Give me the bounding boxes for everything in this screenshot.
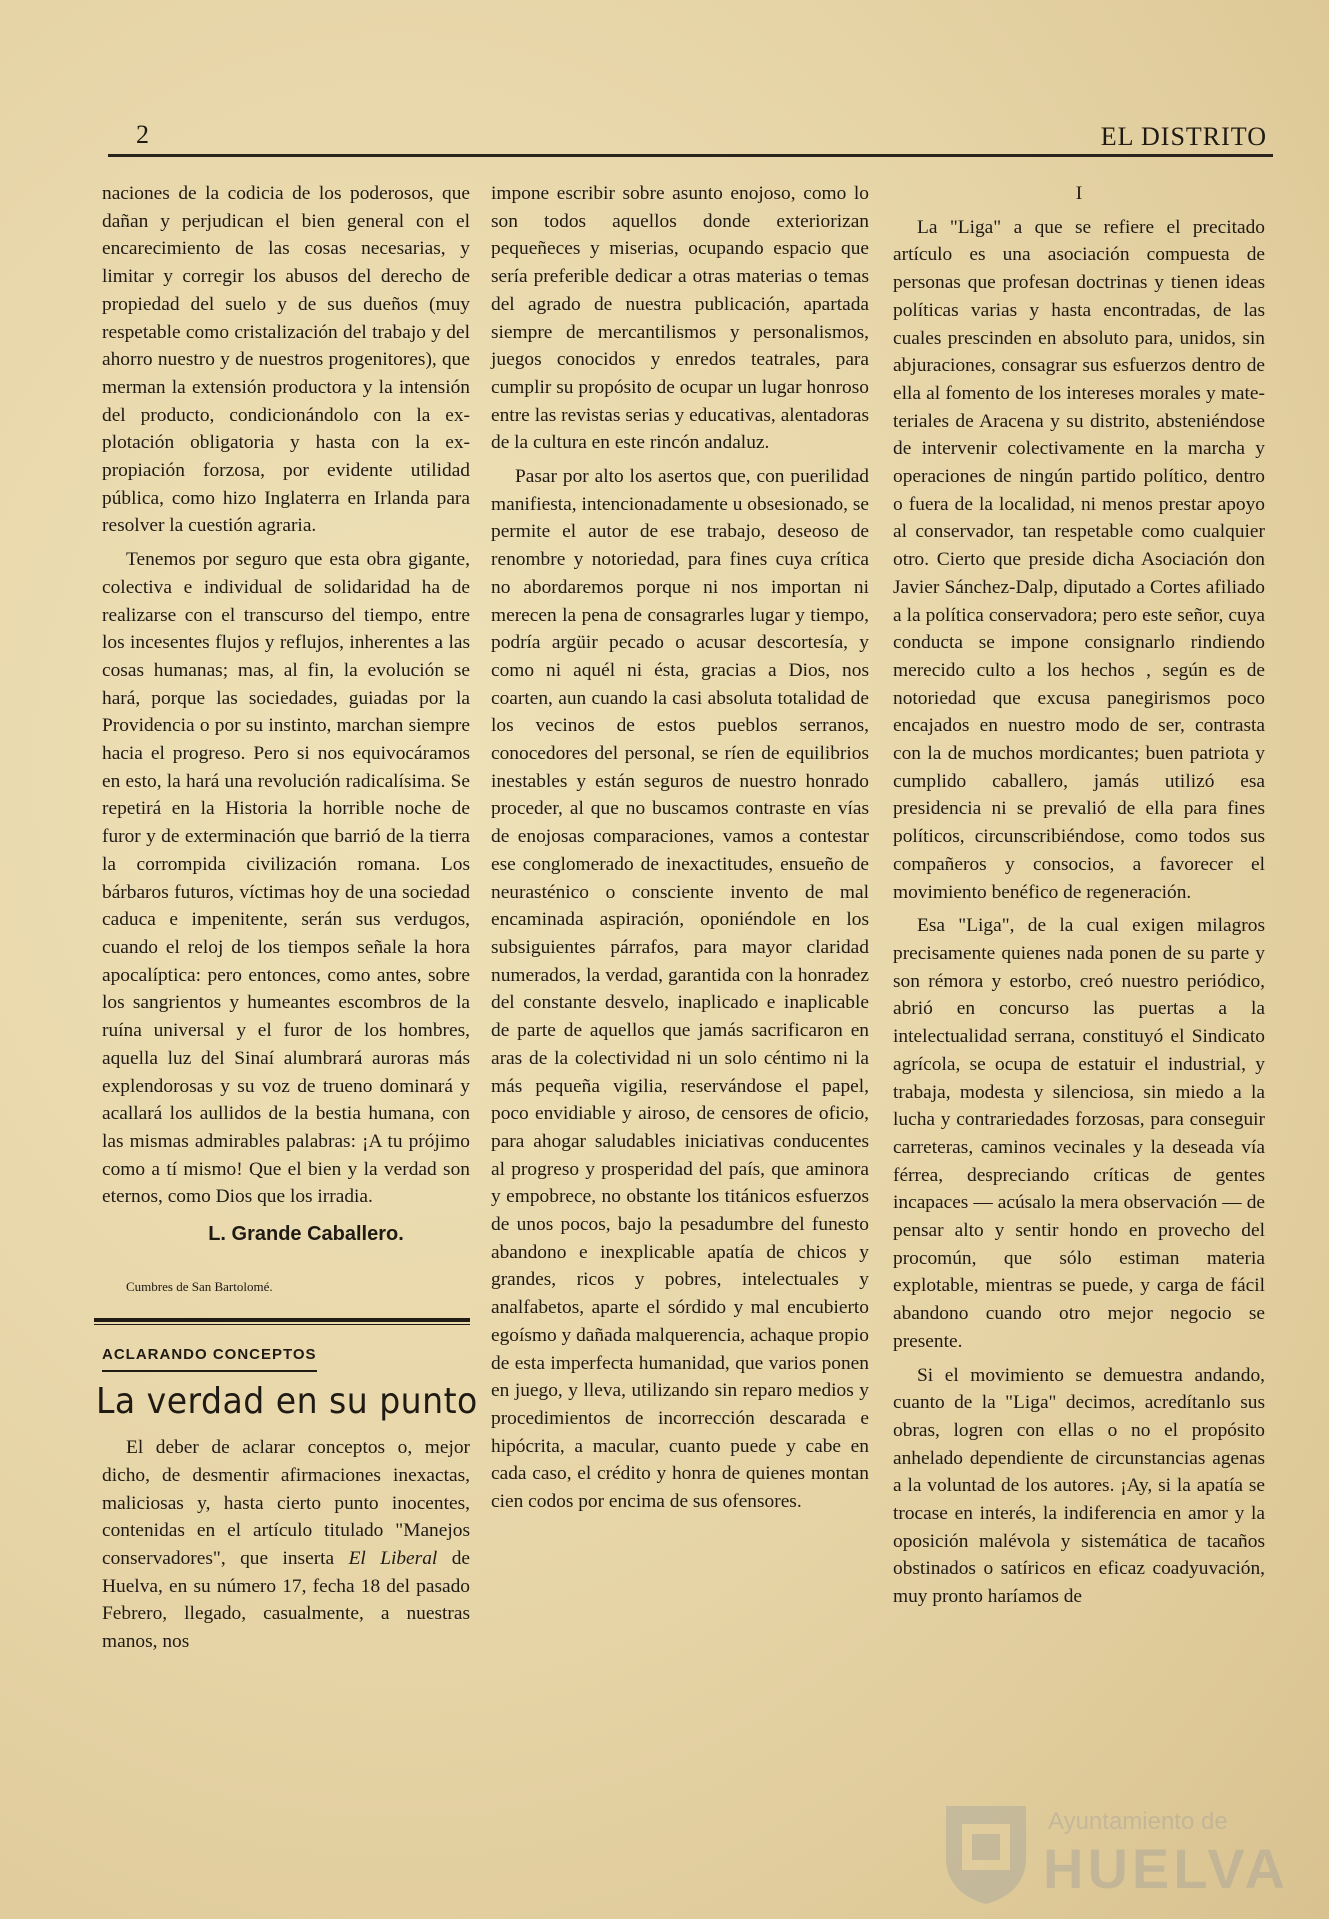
column-1 xyxy=(96,180,478,1656)
shield-icon xyxy=(938,1800,1034,1906)
article-title: La verdad en su punto xyxy=(96,1381,478,1423)
column-3 xyxy=(893,180,1265,1611)
author-place: Cumbres de San Bartolomé. xyxy=(126,1278,273,1294)
archive-watermark xyxy=(908,1800,1288,1910)
page-number: 2 xyxy=(136,120,149,149)
paragraph: naciones de la codicia de los poderosos, que dañan y perjudican el bien general con el encarecimiento de las cosas necesarias, y limitar y corregir los abusos del derecho de propiedad del suelo y de sus dueños (muy respetable como cristalización del trabajo y del ahorro nuestro y de nuestros progenitores), que merman la extensión productora y la intensión del producto, condicionándolo con la explotación obligatoria y hasta con la expropiación forzosa, por evidente utilidad pública, como hizo Inglaterra en Irlanda para resolver la cuestión agraria. xyxy=(102,183,470,537)
paragraph: Pasar por alto los asertos que, con puerilidad manifiesta, intencionadamente u obsesionado, se permite el autor de ese trabajo, deseoso de renombre y notoriedad, para fines cuya crítica no abordaremos porque ni nos importan ni merecen la pena de consagrarles lugar y tiempo, podría argüir pecado o acusar descortesía, y como ni aquél ni ésta, gracias a Dios, nos coarten, aun cuando la casi absoluta totalidad de los vecinos de estos pueblos serranos, conocedores del personal, se ríen de equilibrios inestables y están seguros de nuestro honrado proceder, al que no buscamos contraste en vías de enojosas comparaciones, vamos a contestar ese conglomerado de inexactitudes, ensueño de neurasténico o consciente invento de mal encaminada aspiración, oponiéndole en los subsiguientes párrafos, para mayor claridad numerados, la verdad, garantida con la honradez del constante desvelo, inaplicado e inaplicable de parte de aquellos que jamás sacrificaron en aras de la colectividad ni un solo céntimo ni la más pequeña vigilia, reservándose el papel, poco envidiable y airoso, de censores de oficio, para ahogar saludables iniciativas conducentes al progreso y prosperidad del país, que aminora y empobrece, no obstante los titánicos esfuerzos de unos pocos, bajo la pesadumbre del funesto abandono e inexplicable apatía de chicos y grandes, ricos y pobres, intelectuales y analfabetos, aparte el sórdido y mal encubierto egoísmo y dañada malquerencia, achaque propio de esta imperfecta humanidad, que varios ponen en juego, y lleva, utilizando sin reparo medios y procedimientos de incorrección descarada e hipócrita, a macular, cuanto puede y cabe en cada caso, el crédito y honra de quienes montan cien codos por encima de sus ofensores. xyxy=(491,466,870,1513)
publication-name: El Liberal xyxy=(348,1547,438,1569)
watermark-line-2: HUELVA xyxy=(1043,1837,1289,1900)
section-divider xyxy=(94,1318,470,1325)
masthead: EL DISTRITO xyxy=(1100,122,1267,151)
paragraph: Esa "Liga", de la cual exigen milagros precisamente quienes nada ponen de su parte y son rémora y estorbo, creó nuestro periódico, abrió en concurso las puertas a la intelectualidad serrana, constituyó el Sindicato agrícola, se ocupa de estatuir el industrial, y trabaja, modesta y silenciosa, sin miedo a la lucha y contrariedades forzosas, para conseguir carreteras, caminos vecinales y la deseada vía férrea, despreciando críticas de gentes incapaces — acúsalo la mera observación — de pensar alto y sentir hondo en provecho del procomún, que sólo estiman materia explotable, mientras se puede, y carga de fácil abandono cuando otro mejor negocio se presente. xyxy=(893,915,1265,1352)
author-signature: L. Grande Caballero. xyxy=(208,1223,404,1246)
text-run: de Huelva, en su número 17, fecha 18 del pasado Febrero, llegado, casualmente, a nuestras manos, nos xyxy=(102,1547,470,1653)
section-label: ACLARANDO CONCEPTOS xyxy=(102,1341,317,1372)
header-rule xyxy=(108,154,1273,157)
section-numeral: I xyxy=(1075,183,1083,204)
paragraph xyxy=(102,1434,470,1656)
watermark-line-1: Ayuntamiento de xyxy=(1048,1808,1228,1835)
paragraph: La "Liga" a que se refiere el precitado artículo es una asociación compuesta de personas que profesan doctrinas y tienen ideas políticas varias y hasta encontradas, de las cuales prescinden en absoluto para, unidos, sin abjuraciones, consagrar sus esfuerzos dentro de ella al fomento de los intereses morales y mateteriales de Aracena y su distrito, absteniéndose de intervenir colectivamente en la marcha y operaciones de ningún partido político, dentro o fuera de la localidad, ni menos prestar apoyo al conservador, tan respetable como cualquier otro. Cierto que preside dicha Asociación don Javier Sánchez-Dalp, diputado a Cortes afiliado a la política conservadora; pero este señor, cuya conducta se impone consignarlo rindiendo merecido culto a los hechos , según es de notoriedad que excusa panegirismos poco encajados en nuestro modo de ser, contrasta con la de muchos mordicantes; buen patriota y cumplido caballero, jamás utilizó esa presidencia ni se prevalió de ella para fines políticos, circunscribiéndose, como todos sus compañeros y consocios, a favorecer el movimiento benéfico de regeneración. xyxy=(893,216,1265,903)
paragraph: Si el movimiento se demuestra andando, cuanto de la "Liga" decimos, acredítanlo sus obras, logren con ellas o no el propósito anhelado dependiente de circunstancias agenas a la voluntad de los autores. ¡Ay, si la apatía se trocase en interés, la indiferencia en amor y la oposición malévola y sistemática de tacaños obstinados o satíricos en eficaz coadyuvación, muy pronto haríamos de xyxy=(893,1364,1265,1608)
column-2 xyxy=(491,180,869,1516)
text-run: El deber de aclarar conceptos o, mejor dicho, de desmentir afirmaciones inexactas, maliciosas y, hasta cierto punto inocentes, contenidas en el artículo titulado "Manejos conservadores", que inserta xyxy=(102,1437,470,1569)
paragraph: Tenemos por seguro que esta obra gigante, colectiva e individual de solidaridad ha de realizarse con el transcurso del tiempo, entre los incesentes flujos y reflujos, inherentes a las cosas humanas; mas, al fin, la evolución se hará, porque las sociedades, guiadas por la Providencia o por su instinto, marchan siempre hacia el progreso. Pero si nos equivocáramos en esto, la hará una revolución radicalísima. Se repetirá en la Historia la horrible noche de furor y de exterminación que barrió de la tierra la corrompida civilización romana. Los bárbaros futuros, víctimas hoy de una sociedad caduca e impenitente, serán sus verdugos, cuando el reloj de los tiempos señale la hora apocalíptica: pero entonces, como antes, sobre los sangrientos y humeantes escombros de la ruína universal y el furor de los hombres, aquella luz del Sinaí alumbrará auroras más explendorosas y su voz de trueno dominará y acallará los aullidos de la bestia humana, con las mismas admirables palabras: ¡A tu prójimo como a tí mismo! Que el bien y la verdad son eternos, como Dios que los irradia. xyxy=(102,549,470,1208)
paragraph: impone escribir sobre asunto enojoso, como lo son todos aquellos donde exteriorizan pequeñeces y miserias, ocupando espacio que sería preferible dedicar a otras materias o temas del agrado de nuestra publicación, apartada siempre de mercantilismos y personalismos, juegos conocidos y enredos teatrales, para cumplir su propósito de ocupar un lugar honroso entre las revistas serias y educativas, alentadoras de la cultura en este rincón andaluz. xyxy=(491,183,869,454)
